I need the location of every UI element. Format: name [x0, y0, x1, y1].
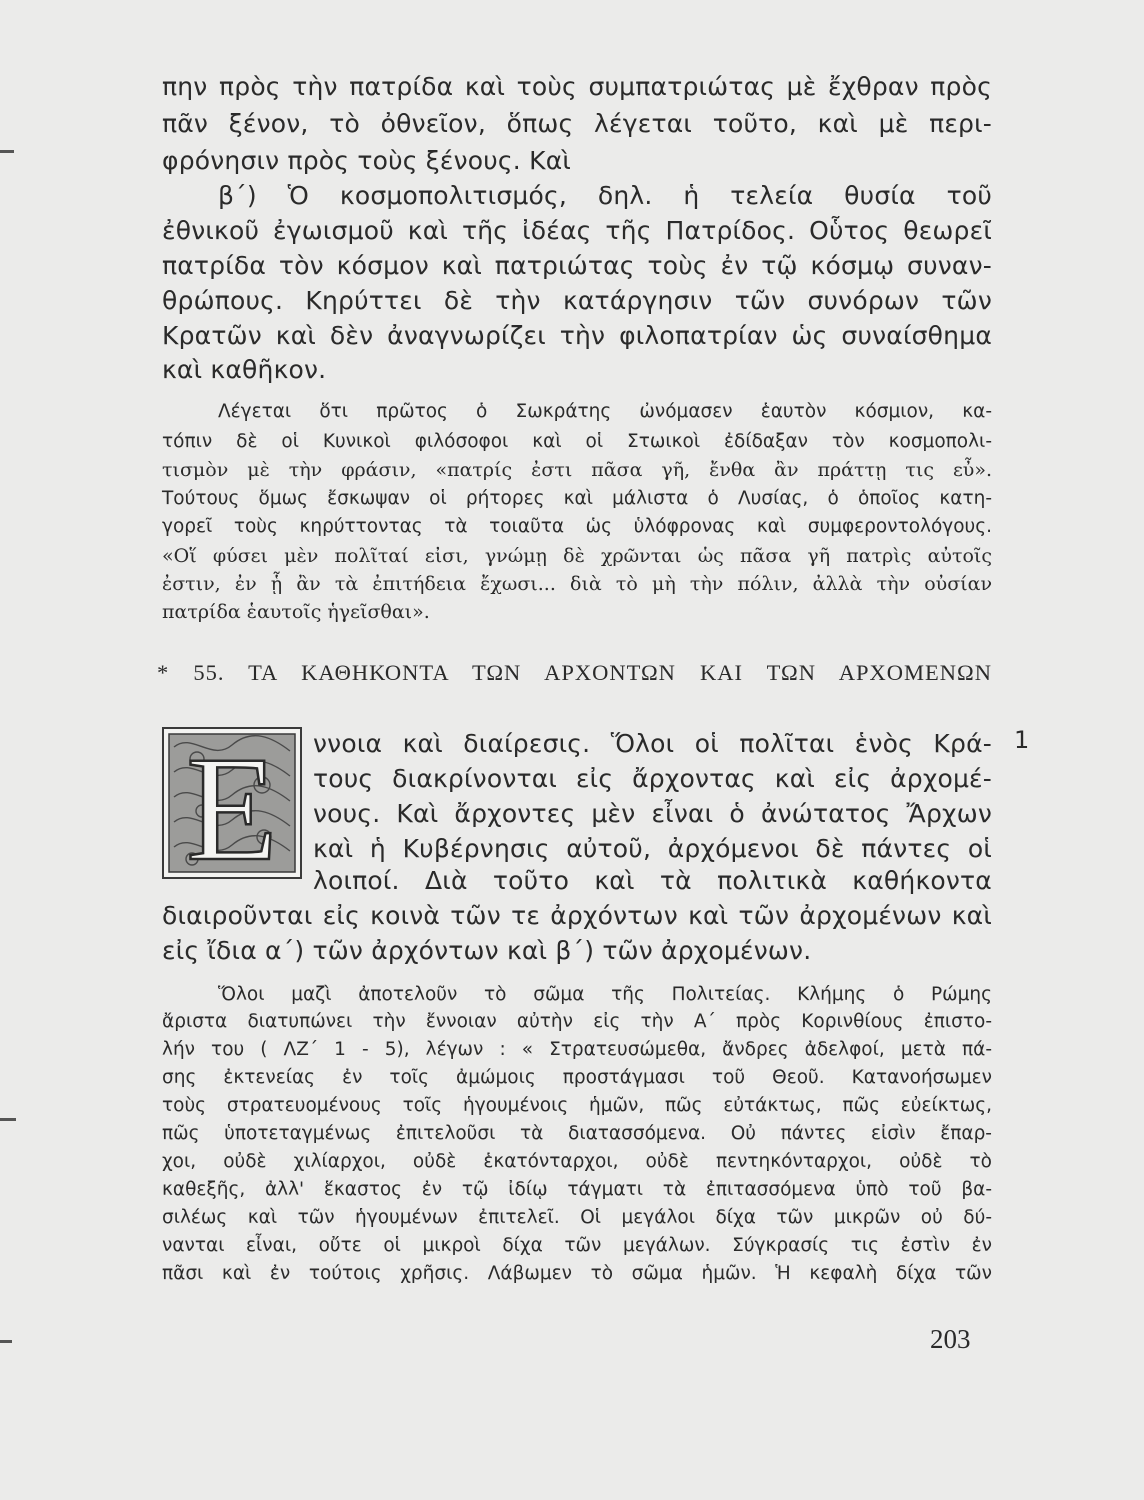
- note-line: «Οἵ φύσει μὲν πολῖταί εἰσι, γνώμῃ δὲ χρῶνται ὡς πᾶσα γῆ πατρὶς αὐτοῖς: [162, 545, 992, 567]
- note-line: γορεῖ τοὺς κηρύττοντας τὰ τοιαῦτα ὡς ὑλόφρονας καὶ συμφεροντολόγους.: [162, 516, 992, 537]
- quote-line: τοὺς στρατευομένους τοῖς ἡγουμένοις ἡμῶν, πῶς εὐτάκτως, πῶς εὐείκτως,: [162, 1095, 992, 1116]
- text-line: φρόνησιν πρὸς τοὺς ξένους. Καὶ: [162, 146, 572, 175]
- note-line: τισμὸν μὲ τὴν φράσιν, «πατρίς ἐστι πᾶσα γῆ, ἔνθα ἂν πράττῃ τις εὖ».: [162, 459, 992, 481]
- quote-line: πᾶσι καὶ ἐν τούτοις χρῆσις. Λάβωμεν τὸ σῶμα ἡμῶν. Ἡ κεφαλὴ δίχα τῶν: [162, 1263, 992, 1284]
- note-line: Λέγεται ὅτι πρῶτος ὁ Σωκράτης ὠνόμασεν ἑαυτὸν κόσμιον, κα-: [218, 401, 992, 422]
- dropcap-ornament: [162, 727, 302, 879]
- text-line: καὶ καθῆκον.: [162, 355, 327, 384]
- quote-line: καθεξῆς, ἀλλ' ἕκαστος ἐν τῷ ἰδίῳ τάγματι τὰ ἐπιτασσόμενα ὑπὸ τοῦ βα-: [162, 1179, 992, 1200]
- note-line: Τούτους ὅμως ἔσκωψαν οἱ ρήτορες καὶ μάλιστα ὁ Λυσίας, ὁ ὁποῖος κατη-: [162, 488, 992, 509]
- text-line: ννοια καὶ διαίρεσις. Ὅλοι οἱ πολῖται ἑνὸς Κρά-: [313, 729, 992, 758]
- text-line: πατρίδα τὸν κόσμον καὶ πατριώτας τοὺς ἐν τῷ κόσμῳ συναν-: [162, 251, 992, 280]
- text-line: διαιροῦνται εἰς κοινὰ τῶν τε ἀρχόντων καὶ τῶν ἀρχομένων καὶ: [162, 901, 992, 930]
- scan-mark: [0, 1118, 16, 1121]
- dropcap-letter: Ε: [186, 727, 278, 879]
- quote-line: πῶς ὑποτεταγμένως ἐπιτελοῦσι τὰ διατασσόμενα. Οὐ πάντες εἰσὶν ἔπαρ-: [162, 1123, 992, 1144]
- text-line: νους. Καὶ ἄρχοντες μὲν εἶναι ὁ ἀνώτατος Ἄρχων: [313, 799, 992, 828]
- text-line: εἰς ἴδια α΄) τῶν ἀρχόντων καὶ β΄) τῶν ἀρχομένων.: [162, 936, 812, 965]
- margin-number: 1: [1014, 726, 1030, 754]
- text-line: πᾶν ξένον, τὸ ὀθνεῖον, ὅπως λέγεται τοῦτο, καὶ μὲ περι-: [162, 109, 992, 138]
- text-line: τους διακρίνονται εἰς ἄρχοντας καὶ εἰς ἀρχομέ-: [313, 764, 992, 793]
- quote-line: σιλέως καὶ τῶν ἡγουμένων ἐπιτελεῖ. Οἱ μεγάλοι δίχα τῶν μικρῶν οὐ δύ-: [162, 1207, 992, 1228]
- note-line: πατρίδα ἑαυτοῖς ἡγεῖσθαι».: [162, 601, 430, 623]
- note-line: τόπιν δὲ οἱ Κυνικοὶ φιλόσοφοι καὶ οἱ Στωικοὶ ἐδίδαξαν τὸν κοσμοπολι-: [162, 431, 992, 452]
- note-line: ἐστιν, ἐν ᾗ ἂν τὰ ἐπιτήδεια ἔχωσι... διὰ τὸ μὴ τὴν πόλιν, ἀλλὰ τὴν οὐσίαν: [162, 573, 992, 595]
- text-line: ἐθνικοῦ ἐγωισμοῦ καὶ τῆς ἰδέας τῆς Πατρίδος. Οὗτος θεωρεῖ: [162, 216, 992, 245]
- text-line: λοιποί. Διὰ τοῦτο καὶ τὰ πολιτικὰ καθήκοντα: [313, 866, 992, 895]
- scan-mark: [0, 1340, 12, 1343]
- quote-line: χοι, οὐδὲ χιλίαρχοι, οὐδὲ ἑκατόνταρχοι, οὐδὲ πεντηκόνταρχοι, οὐδὲ τὸ: [162, 1151, 992, 1172]
- text-line: β΄) Ὁ κοσμοπολιτισμός, δηλ. ἡ τελεία θυσία τοῦ: [218, 181, 992, 210]
- quote-line: λήν του ( ΛΖ΄ 1 - 5), λέγων : « Στρατευσώμεθα, ἄνδρες ἀδελφοί, μετὰ πά-: [162, 1039, 992, 1060]
- quote-line: νανται εἶναι, οὔτε οἱ μικροὶ δίχα τῶν μεγάλων. Σύγκρασίς τις ἐστὶν ἐν: [162, 1235, 992, 1256]
- quote-line: ἄριστα διατυπώνει τὴν ἔννοιαν αὐτὴν εἰς τὴν Α΄ πρὸς Κορινθίους ἐπιστο-: [162, 1011, 992, 1032]
- text-line: καὶ ἡ Κυβέρνησις αὐτοῦ, ἀρχόμενοι δὲ πάντες οἱ: [313, 834, 992, 863]
- quote-line: Ὅλοι μαζὶ ἀποτελοῦν τὸ σῶμα τῆς Πολιτείας. Κλήμης ὁ Ρώμης: [218, 984, 992, 1005]
- text-line: πην πρὸς τὴν πατρίδα καὶ τοὺς συμπατριώτας μὲ ἔχθραν πρὸς: [162, 72, 992, 101]
- scan-mark: [0, 150, 14, 153]
- quote-line: σης ἐκτενείας ἐν τοῖς ἀμώμοις προστάγμασι τοῦ Θεοῦ. Κατανοήσωμεν: [162, 1067, 992, 1088]
- section-heading: * 55. ΤΑ ΚΑΘΗΚΟΝΤΑ ΤΩΝ ΑΡΧΟΝΤΩΝ ΚΑΙ ΤΩΝ ΑΡΧΟΜΕΝΩΝ: [157, 660, 992, 685]
- text-line: θρώπους. Κηρύττει δὲ τὴν κατάργησιν τῶν συνόρων τῶν: [162, 286, 992, 315]
- page-number: 203: [930, 1324, 971, 1354]
- text-line: Κρατῶν καὶ δὲν ἀναγνωρίζει τὴν φιλοπατρίαν ὡς συναίσθημα: [162, 321, 992, 350]
